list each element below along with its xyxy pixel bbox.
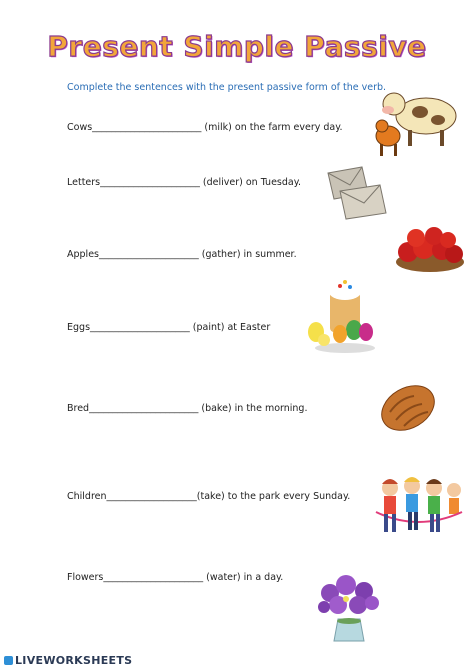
sentence-6[interactable]: Children___________________(take) to the park every Sunday. [67,491,351,502]
sentence-7[interactable]: Flowers_____________________ (water) in a day. [67,572,284,583]
apples-image [394,222,466,274]
bread-image [376,382,440,434]
footer-brand-label: LIVEWORKSHEETS [15,654,133,667]
cows-image [368,86,464,160]
footer-bar [0,653,474,669]
sentence-2[interactable]: Letters_____________________ (deliver) on Tuesday. [67,177,302,188]
letters-image [322,163,388,223]
page-title: Present Simple Passive [47,30,427,63]
sentence-4[interactable]: Eggs_____________________ (paint) at Easter [67,322,271,333]
sentence-5[interactable]: Bred_______________________ (bake) in the morning. [67,403,308,414]
easter-image [300,272,390,356]
liveworksheets-logo-icon [4,656,13,665]
flowers-image [316,569,382,645]
children-image [372,472,466,540]
footer-brand[interactable] [4,654,132,667]
sentence-1[interactable]: Cows_______________________ (milk) on the farm every day. [67,122,343,133]
sentence-3[interactable]: Apples_____________________ (gather) in summer. [67,249,297,260]
instruction-text: Complete the sentences with the present passive form of the verb. [67,82,387,93]
